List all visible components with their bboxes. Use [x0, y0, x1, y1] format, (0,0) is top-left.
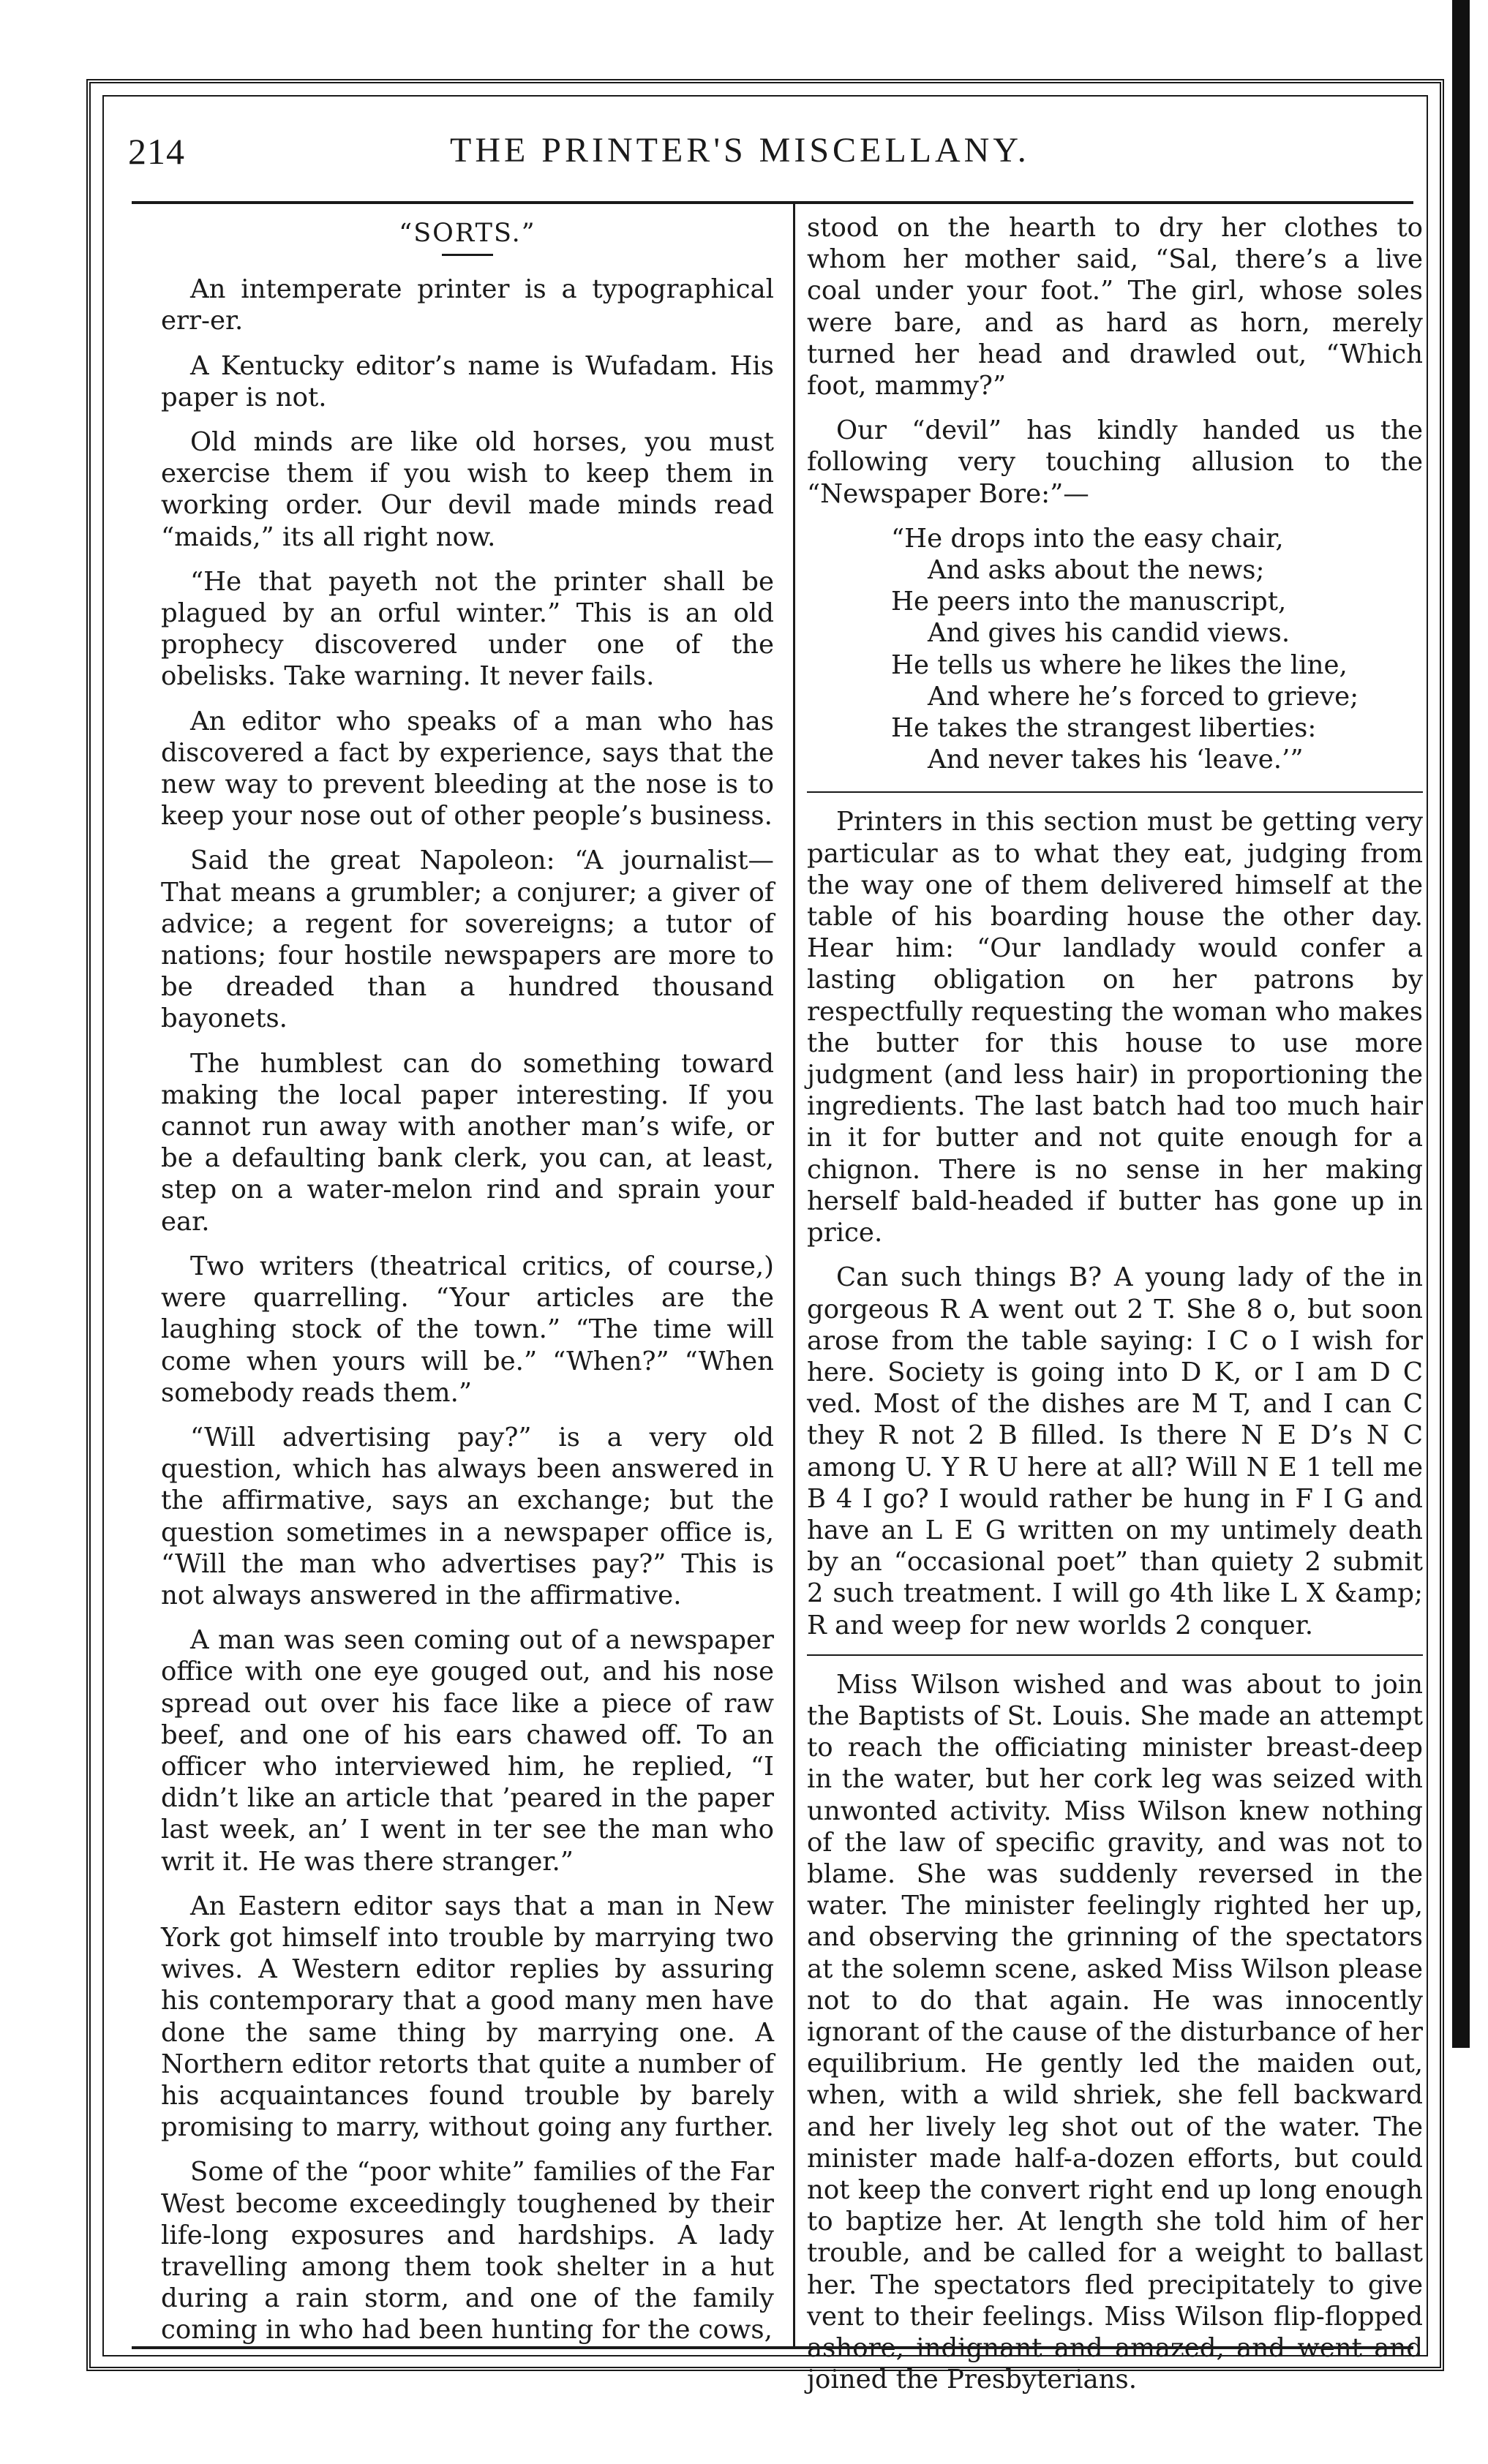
poem-line: And never takes his ‘leave.’” [928, 745, 1304, 775]
paragraph: Some of the “poor white” families of the Far West become exceedingly toughened by their life-long exposures and hardships. A lady travelling among them took shelter in a hut during a rain storm, and one of the family coming in who had been hunting for the cows, [161, 2157, 774, 2346]
section-rule [807, 1654, 1423, 1656]
poem-line: And gives his candid views. [928, 618, 1290, 649]
paragraph-continuation: stood on the hearth to dry her clothes to whom her mother said, “Sal, there’s a live coal under your foot.” The girl, whose soles were bare, and as hard as horn, merely turned her head and drawled out, “Which foot, mammy?” [807, 213, 1423, 402]
right-column [807, 212, 1423, 2408]
poem-line: “He drops into the easy chair, [891, 523, 1284, 554]
paragraph: An editor who speaks of a man who has discovered a fact by experience, says that the new way to prevent bleeding at the nose is to keep your nose out of other people’s business. [161, 706, 774, 832]
title-underline [442, 254, 493, 256]
page-number: 214 [128, 131, 185, 172]
section-rule [807, 791, 1423, 793]
running-title: THE PRINTER'S MISCELLANY. [450, 131, 1030, 170]
paragraph: A man was seen coming out of a newspaper office with one eye gouged out, and his nose spread out over his face like a piece of raw beef, and one of his ears chawed off. To an officer who interviewed him, he replied, “I didn’t like an article that ’peared in the paper last week, an’ I went in ter see the man who writ it. He was there stranger.” [161, 1625, 774, 1877]
page-header [128, 130, 1416, 181]
paragraph: Old minds are like old horses, you must exercise them if you wish to keep them in working order. Our devil made minds read “maids,” its all right now. [161, 427, 774, 552]
header-rule [132, 201, 1413, 204]
poem-line: And asks about the news; [928, 555, 1265, 586]
paragraph: “Will advertising pay?” is a very old question, which has always been answered in the affirmative, says an exchange; but the question sometimes in a newspaper office is, “Will the man who advertises pay?” This is not always answered in the affirmative. [161, 1422, 774, 1610]
paragraph: The humblest can do something toward making the local paper interesting. If you cannot run away with another man’s wife, or be a defaulting bank clerk, you can, at least, step on a water-melon rind and sprain your ear. [161, 1048, 774, 1237]
poem-intro: Our “devil” has kindly handed us the following very touching allusion to the “Newspaper Bore:”— [807, 415, 1423, 509]
poem-line: He takes the strangest liberties: [891, 713, 1317, 744]
paragraph: Two writers (theatrical critics, of course,) were quarrelling. “Your articles are the laughing stock of the town.” “The time will come when yours will be.” “When?” “When somebody reads them.” [161, 1251, 774, 1408]
poem-line: And where he’s forced to grieve; [928, 681, 1359, 712]
paragraph: Miss Wilson wished and was about to join the Baptists of St. Louis. She made an attempt to reach the officiating minister breast-deep in the water, but her cork leg was seized with unwonted activity. Miss Wilson knew nothing of the law of specific gravity, and was not to blame. She was suddenly reversed in the water. The minister feelingly righted her up, and observing the grinning of the spectators at the solemn scene, asked Miss Wilson please not to do that again. He was innocently ignorant of the cause of the disturbance of her equilibrium. He gently led the maiden out, when, with a wild shriek, she fell backward and her lively leg shot out of the water. The minister made half-a-dozen efforts, but could not keep the convert right end up long enough to baptize her. At length she told him of her trouble, and be called for a weight to ballast her. The spectators fled precipitately to give vent to their feelings. Miss Wilson flip-flopped ashore, indignant and amazed, and went and joined the Presbyterians. [807, 1669, 1423, 2395]
paragraph: A Kentucky editor’s name is Wufadam. His paper is not. [161, 350, 774, 412]
binding-shadow [1452, 0, 1470, 2048]
poem-line: He tells us where he likes the line, [891, 649, 1348, 680]
column-divider [793, 201, 795, 2348]
poem [807, 523, 1423, 776]
paragraph: An Eastern editor says that a man in New York got himself into trouble by marrying two wives. A Western editor replies by assuring his contemporary that a good many men have done the same thing by marrying one. A Northern editor retorts that quite a number of his acquaintances found trouble by barely promising to marry, without going any further. [161, 1891, 774, 2143]
poem-line: He peers into the manuscript, [891, 587, 1287, 617]
paragraph: Said the great Napoleon: “A journalist—That means a grumbler; a conjurer; a giver of advice; a regent for sovereigns; a tutor of nations; four hostile newspapers are more to be dreaded than a hundred thousand bayonets. [161, 845, 774, 1034]
paragraph: “He that payeth not the printer shall be plagued by an orful winter.” This is an old prophecy discovered under one of the obelisks. Take warning. It never fails. [161, 566, 774, 692]
paragraph: Printers in this section must be getting very particular as to what they eat, judging from the way one of them delivered himself at the table of his boarding house the other day. Hear him: “Our landlady would confer a lasting obligation on her patrons by respectfully requesting the woman who makes the butter for this house to use more judgment (and less hair) in proportioning the ingredients. The last batch had too much hair in it for butter and not quite enough for a chignon. There is no sense in her making herself bald-headed if butter has gone up in price. [807, 807, 1423, 1248]
article-title: “SORTS.” [399, 219, 536, 248]
paragraph: An intemperate printer is a typographical err-er. [161, 274, 774, 336]
left-column [161, 212, 774, 2359]
paragraph: Can such things B? A young lady of the in gorgeous R A went out 2 T. She 8 o, but soon arose from the table saying: I C o I wish for here. Society is going into D K, or I am D C ved. Most of the dishes are M T, and I can C they R not 2 B filled. Is there N E D’s N C among U. Y R U here at all? Will N E 1 tell me B 4 I go? I would rather be hung in F I G and have an L E G written on my untimely death by an “occasional poet” than quiety 2 submit 2 such treatment. I will go 4th like L X &amp; R and weep for new worlds 2 conquer. [807, 1262, 1423, 1640]
